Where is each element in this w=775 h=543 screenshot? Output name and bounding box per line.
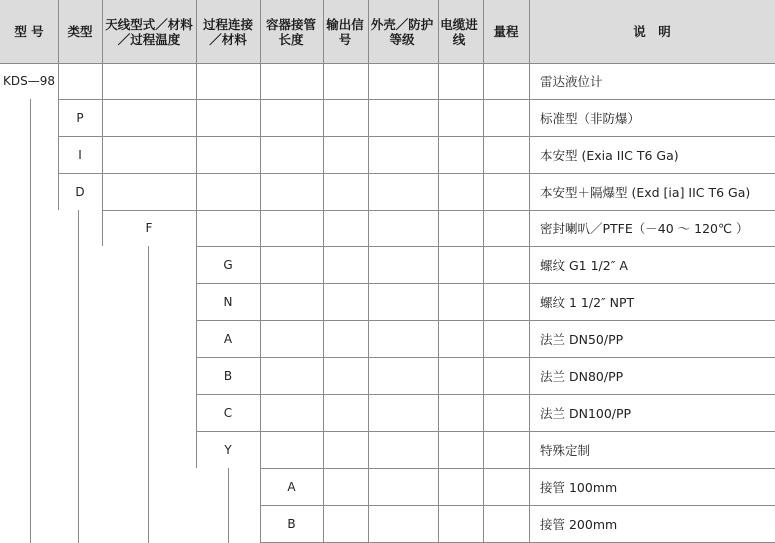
header-divider (196, 0, 197, 63)
code-cell-process-g: G (223, 257, 233, 272)
cell-divider (368, 246, 369, 283)
code-cell-process-b: B (223, 368, 233, 383)
desc-cell: 接管 100mm (540, 479, 618, 495)
cell-divider (323, 505, 324, 542)
cell-divider (529, 505, 530, 542)
tree-connector (78, 210, 79, 543)
cell-divider (438, 357, 439, 394)
cell-divider (196, 173, 197, 210)
header-cable-entry: 电缆进线 (440, 17, 478, 47)
desc-cell: 本安型 (Exia IIC T6 Ga) (540, 147, 679, 163)
cell-divider (368, 210, 369, 246)
header-model: 型 号 (14, 24, 44, 39)
desc-cell: 特殊定制 (540, 442, 591, 458)
cell-divider (260, 210, 261, 246)
cell-divider (529, 320, 530, 357)
header-divider (438, 0, 439, 63)
header-divider (483, 0, 484, 63)
cell-divider (260, 431, 261, 468)
cell-divider (529, 246, 530, 283)
cell-divider (483, 468, 484, 505)
cell-divider (438, 173, 439, 210)
cell-divider (483, 431, 484, 468)
desc-cell: 螺纹 1 1/2″ NPT (540, 294, 635, 310)
header-bottom-line (0, 63, 775, 64)
tree-connector (228, 468, 229, 543)
cell-divider (483, 173, 484, 210)
cell-divider (483, 505, 484, 542)
code-cell-type-d: D (75, 184, 85, 199)
desc-cell: 法兰 DN100/PP (540, 405, 632, 421)
header-divider (102, 0, 103, 63)
cell-divider (483, 210, 484, 246)
row-line (260, 505, 775, 506)
cell-divider (483, 394, 484, 431)
header-description: 说 明 (633, 24, 671, 39)
cell-divider (529, 394, 530, 431)
cell-divider (368, 136, 369, 173)
cell-divider (102, 99, 103, 136)
desc-cell: 密封喇叭／PTFE（－40 ～ 120℃ ） (540, 221, 749, 236)
cell-divider (438, 210, 439, 246)
cell-divider (368, 173, 369, 210)
cell-divider (260, 136, 261, 173)
cell-divider (529, 99, 530, 136)
cell-divider (260, 246, 261, 283)
cell-divider (368, 394, 369, 431)
cell-divider (260, 394, 261, 431)
cell-divider (483, 357, 484, 394)
cell-divider (438, 99, 439, 136)
tree-connector (30, 99, 31, 543)
cell-divider (368, 357, 369, 394)
code-cell-process-a: A (223, 331, 233, 346)
cell-divider (323, 63, 324, 99)
cell-divider (438, 283, 439, 320)
cell-divider (529, 468, 530, 505)
cell-divider (483, 136, 484, 173)
cell-divider (323, 283, 324, 320)
desc-cell: 法兰 DN80/PP (540, 368, 624, 384)
cell-divider (438, 246, 439, 283)
tree-connector (196, 246, 197, 468)
cell-divider (529, 431, 530, 468)
cell-divider (438, 468, 439, 505)
desc-cell: 法兰 DN50/PP (540, 331, 624, 347)
code-cell-nozzle-a: A (287, 479, 296, 494)
row-line (58, 136, 775, 137)
header-divider (260, 0, 261, 63)
tree-connector (102, 210, 103, 246)
header-nozzle-length: 容器接管长度 (265, 17, 316, 47)
cell-divider (529, 136, 530, 173)
cell-divider (260, 283, 261, 320)
cell-divider (323, 210, 324, 246)
cell-divider (483, 283, 484, 320)
cell-divider (368, 505, 369, 542)
header-housing: 外壳／防护等级 (370, 17, 434, 47)
cell-divider (483, 99, 484, 136)
cell-divider (323, 173, 324, 210)
cell-divider (368, 468, 369, 505)
cell-divider (323, 468, 324, 505)
cell-divider (368, 99, 369, 136)
row-line (58, 173, 775, 174)
cell-divider (483, 63, 484, 99)
cell-divider (323, 136, 324, 173)
code-cell-process-y: Y (224, 442, 232, 457)
cell-divider (529, 210, 530, 246)
cell-divider (323, 246, 324, 283)
cell-divider (323, 99, 324, 136)
row-line (196, 357, 775, 358)
desc-cell: 本安型＋隔爆型 (Exd [ia] IIC T6 Ga) (540, 184, 751, 200)
cell-divider (438, 136, 439, 173)
desc-cell: 接管 200mm (540, 516, 618, 532)
tree-connector (148, 246, 149, 543)
row-line (260, 468, 775, 469)
cell-divider (438, 63, 439, 99)
header-divider (368, 0, 369, 63)
code-cell-model: KDS—98 (3, 74, 55, 88)
header-divider (58, 0, 59, 63)
cell-divider (438, 431, 439, 468)
header-type: 类型 (67, 24, 93, 39)
cell-divider (196, 99, 197, 136)
code-cell-antenna-f: F (145, 221, 153, 235)
cell-divider (529, 63, 530, 99)
cell-divider (323, 320, 324, 357)
cell-divider (102, 136, 103, 173)
cell-divider (260, 357, 261, 394)
header-process-connection: 过程连接／材料 (202, 17, 253, 47)
row-line (196, 283, 775, 284)
cell-divider (323, 357, 324, 394)
cell-divider (368, 320, 369, 357)
cell-divider (102, 63, 103, 99)
cell-divider (438, 505, 439, 542)
cell-divider (102, 173, 103, 210)
code-cell-nozzle-b: B (287, 516, 296, 531)
tree-connector (260, 468, 261, 543)
cell-divider (260, 320, 261, 357)
row-line (196, 320, 775, 321)
desc-cell: 螺纹 G1 1/2″ A (540, 257, 628, 273)
code-cell-type-i: I (78, 147, 82, 162)
cell-divider (58, 63, 59, 99)
code-cell-type-p: P (76, 110, 84, 125)
cell-divider (323, 431, 324, 468)
desc-cell: 标准型（非防爆） (540, 110, 641, 126)
cell-divider (483, 320, 484, 357)
cell-divider (260, 63, 261, 99)
cell-divider (529, 173, 530, 210)
header-divider (323, 0, 324, 63)
desc-cell: 雷达液位计 (540, 74, 603, 89)
cell-divider (438, 320, 439, 357)
row-line (58, 99, 775, 100)
cell-divider (483, 246, 484, 283)
code-cell-process-n: N (223, 294, 233, 309)
tree-connector (58, 99, 59, 210)
cell-divider (529, 357, 530, 394)
row-line (196, 431, 775, 432)
cell-divider (438, 394, 439, 431)
cell-divider (529, 283, 530, 320)
cell-divider (260, 99, 261, 136)
cell-divider (260, 173, 261, 210)
header-antenna: 天线型式／材料／过程温度 (105, 17, 193, 47)
cell-divider (196, 210, 197, 246)
row-line (196, 246, 775, 247)
header-divider (529, 0, 530, 63)
cell-divider (196, 63, 197, 99)
code-cell-process-c: C (223, 405, 233, 420)
cell-divider (323, 394, 324, 431)
cell-divider (368, 431, 369, 468)
header-range: 量程 (493, 24, 519, 39)
row-line (196, 394, 775, 395)
cell-divider (368, 283, 369, 320)
header-output-signal: 输出信号 (326, 17, 364, 47)
cell-divider (196, 136, 197, 173)
cell-divider (368, 63, 369, 99)
